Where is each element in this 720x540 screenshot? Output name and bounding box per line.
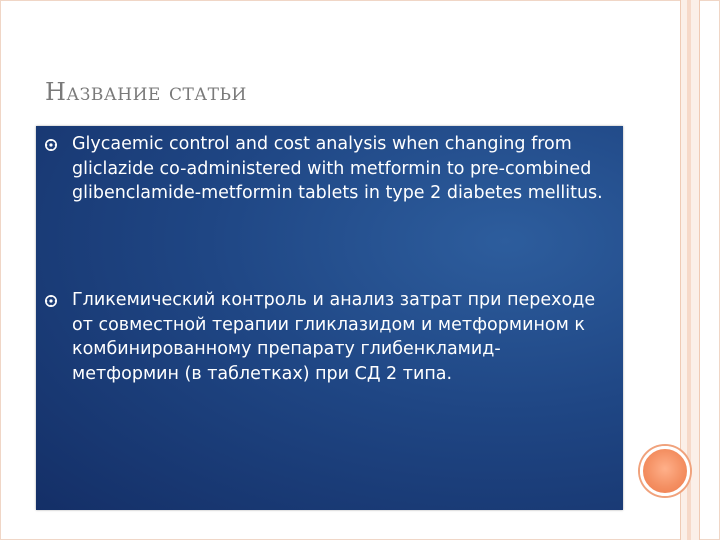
content-panel (36, 126, 623, 510)
flower-bullet-icon (44, 294, 58, 308)
slide-title: Название статьи (45, 78, 247, 106)
bullet-text-english: Glycaemic control and cost analysis when changing from gliclazide co-administered with metformin to pre-combined glibenclamide-metformin tablets in type 2 diabetes mellitus. (72, 134, 603, 203)
bullet-text-russian: Гликемический контроль и анализ затрат при переходе от совместной терапии гликлазидом и метформином к комбинированному препарату глибенкламид- метформин (в таблетках) при СД 2 типа. (72, 290, 596, 384)
orange-circle-icon (640, 446, 690, 496)
flower-bullet-icon (44, 138, 58, 152)
